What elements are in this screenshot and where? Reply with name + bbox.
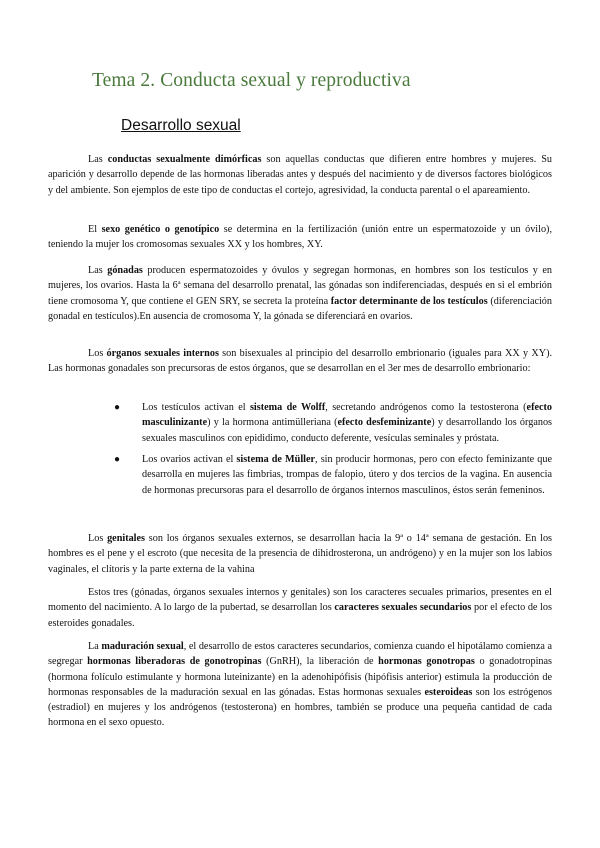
paragraph-internal-organs: Los órganos sexuales internos son bisexuales al principio del desarrollo embrionario (iguales para XX y XY). Las hormonas gonadales son precursoras de estos órganos, que se desarrollan en el 3er mes de desarrollo embrionario: — [48, 348, 553, 375]
paragraph-dimorphic-behaviors: Las conductas sexualmente dimórficas son aquellas conductas que difieren entre hombres y mujeres. Su aparición y desarrollo depende de las hormonas liberadas antes y después del nacimiento y de diversos factores biológicos y del ambiente. Son ejemplos de este tipo de conductas el cortejo, agresividad, la conducta parental o el apareamiento. — [48, 154, 552, 196]
page-title: Tema 2. Conducta sexual y reproductiva — [92, 70, 411, 91]
paragraph-secondary-characters: Estos tres (gónadas, órganos sexuales internos y genitales) son los caracteres secuales primarios, presentes en el momento del nacimiento. A lo largo de la pubertad, se desarrollan los caracteres sexuales secundarios por el efecto de los esteroides gonadales. — [48, 587, 552, 629]
list-item: ● Los testículos activan el sistema de Wolff, secretando andrógenos como la testosterona (efecto masculinizante) y la hormona antimülleriana (efecto desfeminizante) y desarrollando los órganos sexuales masculinos con epididimo, conducto deferente, vesículas seminales y próstata. — [114, 402, 553, 444]
bullet-icon: ● — [114, 402, 121, 413]
paragraph-gonads: Las gónadas producen espermatozoides y óvulos y segregan hormonas, en hombres son los testículos y en mujeres, los ovarios. Hasta la 6ª semana del desarrollo prenatal, las gónadas son indiferenciadas, después en si el embrión tiene cromosoma Y, que contiene el GEN SRY, se secreta la proteína factor determinante de los testículos (diferenciación gonadal en testículos).En ausencia de cromosoma Y, la gónada se diferenciará en ovarios. — [48, 265, 552, 322]
paragraph-genetic-sex: El sexo genético o genotípico se determina en la fertilización (unión entre un espermatozoide y un óvilo), teniendo la mujer los cromosomas sexuales XX y los hombres, XY. — [48, 224, 552, 251]
paragraph-genitals: Los genitales son los órganos sexuales externos, se desarrollan hacia la 9ª o 14ª semana de gestación. En los hombres es el pene y el escroto (que necesita de la presencia de dihidrosterona, un andrógeno) y en la mujer son los labios vaginales, el clítoris y la parte externa de la vahina — [48, 533, 553, 575]
section-heading: Desarrollo sexual — [121, 117, 241, 134]
paragraph-sexual-maturation: La maduración sexual, el desarrollo de estos caracteres secundarios, comienza cuando el hipotálamo comienza a segregar hormonas liberadoras de gonotropinas (GnRH), la liberación de hormonas gonotropas o gonadotropinas (hormona folículo estimulante y hormona luteinizante) en la adenohipófisis (hipófisis anterior) estimula la producción de hormonas responsables de la maduración sexual en las gónadas. Estas hormonas sexuales esteroideas son los estrógenos (estradiol) en mujeres y los andrógenos (testosterona) en hombres, también se produce una pequeña cantidad de cada hormona en el sexo opuesto. — [48, 641, 552, 729]
list-item: ● Los ovarios activan el sistema de Müller, sin producir hormonas, pero con efecto feminizante que desarrolla en mujeres las fimbrias, trompas de falopio, útero y dos tercios de la vagina. En ausencia de hormonas precursoras para el desarrollo de órganos internos masculinos, éstos serán femeninos. — [114, 454, 552, 496]
bullet-icon: ● — [114, 454, 121, 465]
